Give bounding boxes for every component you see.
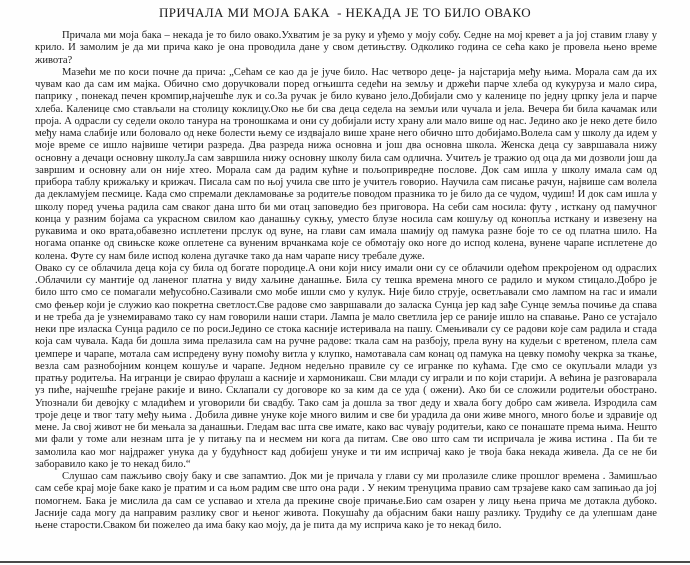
paragraph-conclusion: Слушао сам пажљиво своју баку и све запамтио. Док ми је причала у глави су ми пролазиле слике прошлог времена . Замишљао сам себе крај моје баке како је пратим и са њом радим све што она ради . У неким тренуцима правио сам трзајеве како сам запињао да јој помогнем. Бака је мислила да сам се успавао и хтела да прекине своје причање.Био сам озарен у лицу њена прича ме дотакла дубоко. Јасније сада могу да направим разлику свог и њеног живота. Покушаћу да објасним баки нашу разлику. Трудићу се да улепшам дане њене старости.Сваком би пожелео да има баку као моју, да је пита да му исприча како је то некад било. [35, 471, 657, 531]
document-title: ПРИЧАЛА МИ МОЈА БАКА - НЕКАДА ЈЕ ТО БИЛО ОВАКО [159, 5, 531, 20]
paragraph-grandma-story-childhood: Мазећи ме по коси почне да прича: „Сећам се као да је јуче било. Нас четворо деце- ја најстарија међу њима. Морала сам да их чувам као да сам им мајка. Обично смо доручковали поред огњишта седећи на земљу и држећи парче хлеба од кукуруза и мало сира, паприку , понекад печен кромпир,најчешће лук и со.За ручак је било кувано јело.Добијали смо у каленице по једну црпку јела и парче хлеба. Каленице смо стављали на столицу коклицу.Око ње би сва деца седела на земљи или чучала и јела. Вечера би била качамак или проја. А одрасли су седели около танура на троношкама и они су добијали исту храну али мало више од нас. Једино ако је неко дете било међу нама слабије или боловало од неке болести њему се издвајало више хране него обично што добијамо.Волела сам у школу да идем у моје време се ишло највише четири разреда. Два разреда нижа основна и још два основна школа. Женска деца су завршавала нижу основну а дечаци основну школу.Ја сам завршила нижу основну школу била сам одлична. Учитељ је тражио од оца да ми дозволи још да завршим и основну али он није хтео. Морала сам да радим кућне и пољопривредне послове. Док сам ишла у школу имала сам од прибора таблу крижаљку и крижач. Писала сам по њој учила све што је учитељ говорио. Научила сам писање рачун, највише сам волела да декламујем песмице. Када смо спремали декламовање за родитеље поводом празника то је било да се чудом, чудиш! И док сам ишла у школу поред учења радила сам сваког дана што би ми отац заповедио без приговора. На себи сам носила: футу , исткану од памучног конца у разним бојама са украсном свилом као данашњу сукњу, уместо блузе носила сам кошуљу од конопља исткану и извезену на рукавима и око врата,обавезно исплетени прслук од вуне, на глави сам имала шамију од памука разне боје то се од платна шило. На ногама опанке од свињске коже оплетене са вуненим врчанкама које се обмотају око ноге до испод колена, вунене чарапе исплетене до колена. Футе су нам биле испод колена дугачке тако да нам чарапе нису требале дуже. [35, 66, 657, 262]
document-body [35, 30, 657, 532]
paragraph-grandma-story-life: Овако су се облачила деца која су била од богате породице.А они који нису имали они су се облачили одећом прекројеном од одраслих .Облачили су мантије од ланеног платна у виду хаљине данашње. Била су тешка времена много се радило и муком стицало.Добро је било што смо се помагали међусобно.Сазивали смо мобе ишли смо у кулук. Није било струје, осветљавали смо лампом на гас и имали смо фењер који је служио као покретна светлост.Све радове смо завршавали до заласка Сунца јер кад зађе Сунце земља почиње да спава и не треба да је узнемиравамо тако су нам говорили наши стари. Лампа је мало светлила јер се раније ишло на спавање. Рано се устајало неки пре изласка Сунца радило се по роси.Једино се стока касније истеривала на пашу. Смењивали су се радови које сам радила и стада која сам чувала. Када би дошла зима прелазила сам на ручне радове: ткала сам на разбоју, прела вуну на кудељи с вретеном, плела сам џемпере и чарапе, мотала сам испредену вуну помоћу витла у клупко, намотавала сам конац од памука на цевку помоћу чекрка за ткање, везла сам разнобојним концем кошуље и чарапе. Једном недељно правиле су се игранке по кућама. Где смо се окупљали млади уз пратњу родитеља. На игранци је свирао фрулаш а касније и хармоникаш. Сви млади су играли и по који старији. А већина је разговарала уз пиће, најчешће грејане ракије и вино. Склапали су договоре ко за ким да се уда ( ожени). Ако би се сложили родитељи обострано. Упознали би девојку с младићем и уговорили би свадбу. Тако сам ја дошла за твог деду и хвала богу добро сам живела. Изродила сам троје деце и твог тату међу њима . Добила дивне унуке које много вилим и све би урадила да они живе много, много боље и здравије од мене. Ја свој живот не би мењала за данашњи. Гледам вас шта све имате, како вас чувају родитељи, како се понашате према њима. Нешто ми фали у томе али незнам шта је у питању па и несмем ни кога да питам. Све ово што сам ти испричала је жива истина . Па би те замолила као мог најдражег унука да у будућност кад добијеш унуке и ти им испричај како је твоја бака некада живела. Да се не би заборавило како је то некад било.“ [35, 262, 657, 470]
page-bottom-border [0, 561, 690, 563]
paragraph-intro: Причала ми моја бака – некада је то било овако.Ухватим је за руку и уђемо у моју собу. Седне на мој кревет а ја јој ставим главу у крило. И замолим је да ми прича како је она проводила дане у свом детињству. Одколико година се сећа како је провела њено време живота? [35, 30, 657, 66]
